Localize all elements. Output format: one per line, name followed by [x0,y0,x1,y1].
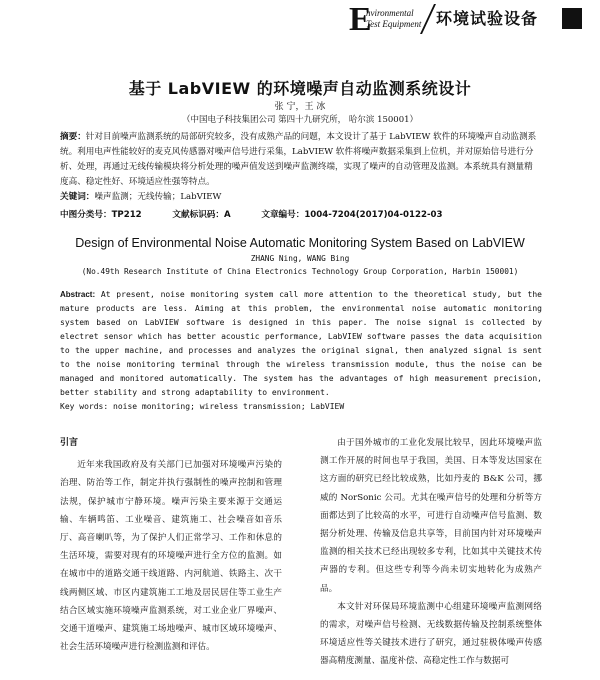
clc-number: 中图分类号：TP212 [60,210,142,220]
keywords-label-zh: 关键词： [60,192,95,202]
abstract-label-zh: 摘要： [60,132,86,142]
journal-name-line2: Test Equipment [366,19,422,29]
intro-paragraph: 近年来我国政府及有关部门已加强对环境噪声污染的治理、防治等工作，制定并执行强制性的噪声控制和管理法规，保护城市宁静环境。噪声污染主要来源于交通运输、车辆鸣笛、工业噪音、建筑施工、社会噪音如音乐厅、高音喇叭等，为了保护人们正常学习、工作和休息的生活环境，需要对现有的环境噪声进行全方位的监测。如在城市中的道路交通干线道路、内河航道、铁路主、次干线两侧区域、市区内建筑施工工地及居民居住等工业生产结合区域实施环境噪声监测系统，对工业企业厂界噪声、交通干道噪声、建筑施工场地噪声、城市区域环境噪声、社会生活环境噪声进行检测监测和评估。 [60,460,282,653]
article-number: 文章编号：1004-7204(2017)04-0122-03 [261,210,443,220]
journal-name-line1: nvironmental [366,8,414,18]
chinese-abstract [60,130,540,205]
chinese-title: 基于 LabVIEW 的环境噪声自动监测系统设计 [128,79,472,98]
keywords-zh: 噪声监测；无线传输；LabVIEW [94,192,222,202]
header-slash-divider [420,4,436,34]
abstract-text-zh: 针对目前噪声监测系统的局部研究较多，没有成熟产品的问题，本文设计了基于 LabVIEW 软件的环境噪声自动监测系统。利用电声性能较好的麦克风传感器对噪声信号进行采集，LabVIEW 软件将噪声数据采集到上位机，并对原始信号进行分析、处理，再通过无线传输模块将分析处理的噪声值发送到噪声监测终端，实现了噪声的自动管理及监测。本系统具有测量精度高、稳定性好、环境适应性强等特点。 [60,132,537,187]
section-category: 环境试验设备 [436,9,539,28]
english-abstract [60,288,542,400]
journal-logo-letter: E [349,1,372,38]
classification-row [60,208,540,222]
body-paragraph-2: 本文针对环保局环境监测中心组建环境噪声监测网络的需求，对噪声信号检测、无线数据传输及控制系统整体环境适应性等关键技术进行了研究，通过驻极体噪声传感器高精度测量、温度补偿、高稳定性工作与数据可 [320,601,542,667]
abstract-text-en: At present, noise monitoring system call more attention to the theoretical study, but the mature products are less. Aiming at this problem, the environmental noise automatic monitoring system based on LabVIEW software is designed in this paper. The noise signal is collected by electret sensor which has better acoustic performance, LabVIEW software passes the data acquisition to the upper machine, and processes and analyzes the original signal, then analyzed signal is sent to the noise monitoring terminal through the wireless transmission module, thus the noise can be managed and monitored automatically. The system has the advantages of high measurement precision, better stability and strong adaptability to environment. [60,290,542,397]
body-right-column [320,434,542,671]
keywords-en: noise monitoring; wireless transmission; LabVIEW [113,402,345,411]
keywords-label-en: Key words: [60,402,109,411]
header-black-block [562,8,582,29]
english-authors: ZHANG Ning, WANG Bing [250,254,350,263]
english-title: Design of Environmental Noise Automatic Monitoring System Based on LabVIEW [75,236,525,250]
body-left-column [60,434,282,656]
document-code: 文献标识码：A [172,210,231,220]
chinese-authors: 张 宁，王 冰 [274,102,326,112]
english-keywords [60,400,542,414]
intro-heading: 引言 [60,438,79,448]
chinese-affiliation: （中国电子科技集团公司 第四十九研究所， 哈尔滨 150001） [181,115,419,125]
english-affiliation: (No.49th Research Institute of China Electronics Technology Group Corporation, Harbin 150001) [81,267,519,276]
body-paragraph-1: 由于国外城市的工业化发展比较早，因此环境噪声监测工作开展的时间也早于我国，美国、日本等发达国家在这方面的研究已经比较成熟，比如丹麦的 B&K 公司，挪威的 NorSonic 公司。尤其在噪声信号的处理和分析等方面都达到了比较高的水平，可进行自动噪声信号监测、数据分析处理、传输及信息共享等，目前国内针对环境噪声监测的相关技术已经出现较多专利，比如其中关键技术传声器的专利。但这些专利等今尚未切实地转化为成熟产品。 [320,438,542,594]
journal-english-name [366,8,421,30]
abstract-label-en: Abstract: [60,290,96,299]
